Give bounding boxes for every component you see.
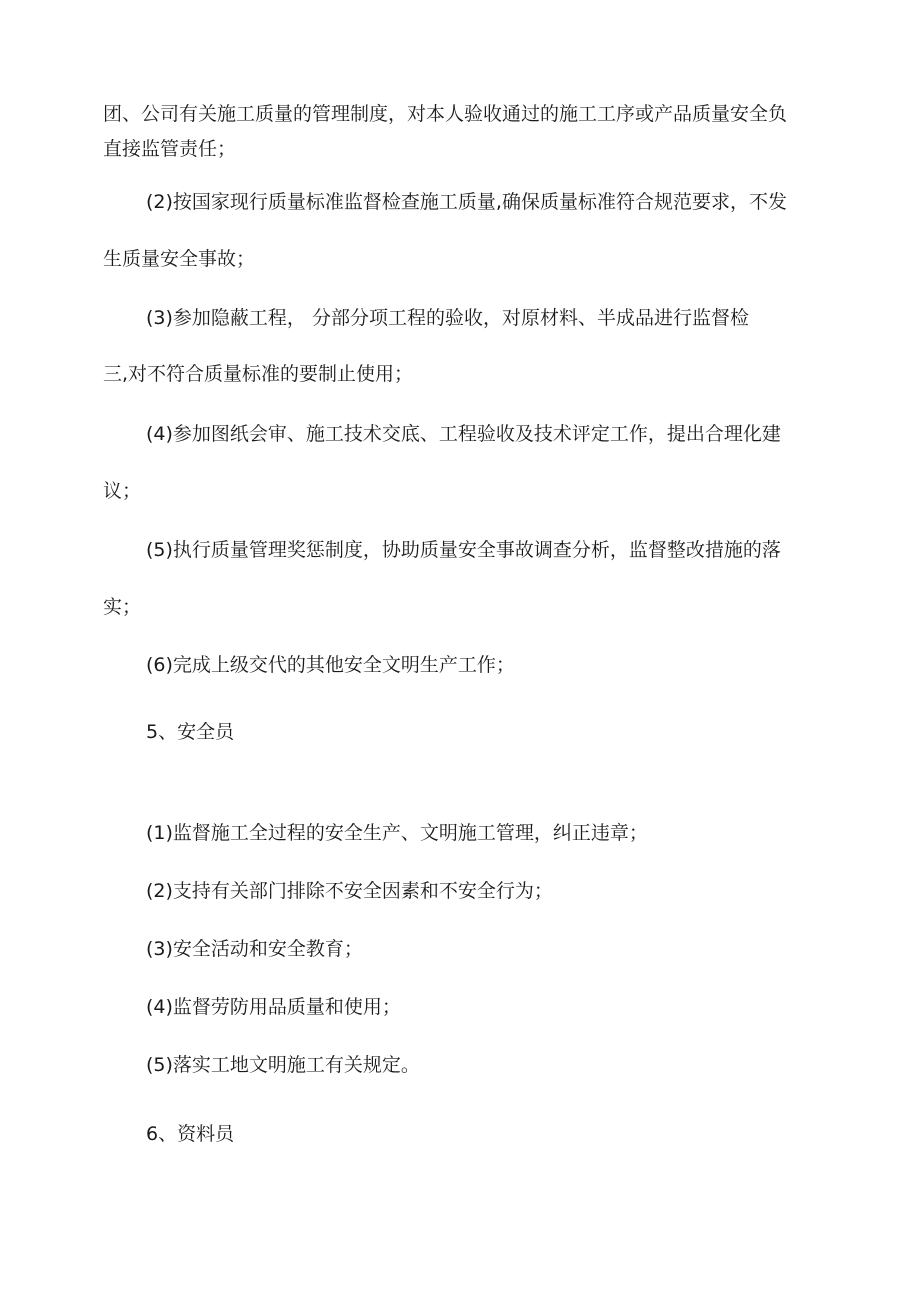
- text-line: (3)参加隐蔽工程， 分部分项工程的验收，对原材料、半成品进行监督检: [146, 307, 749, 329]
- text-line: (4)监督劳防用品质量和使用；: [146, 996, 401, 1018]
- section-heading: 5、安全员: [146, 721, 235, 743]
- text-line: (2)按国家现行质量标准监督检查施工质量,确保质量标准符合规范要求，不发: [146, 191, 787, 213]
- text-line: 生质量安全事故；: [103, 248, 256, 270]
- text-line: (1)监督施工全过程的安全生产、文明施工管理，纠正违章；: [146, 822, 648, 844]
- text-line: (5)执行质量管理奖惩制度，协助质量安全事故调查分析，监督整改措施的落: [146, 539, 781, 561]
- text-line: 实；: [103, 596, 142, 618]
- text-line: (2)支持有关部门排除不安全因素和不安全行为；: [146, 880, 553, 902]
- text-line: 议；: [103, 480, 142, 502]
- text-line: 团、公司有关施工质量的管理制度，对本人验收通过的施工工序或产品质量安全负: [103, 103, 788, 125]
- text-line: (3)安全活动和安全教育；: [146, 938, 363, 960]
- text-line: 三,对不符合质量标准的要制止使用；: [103, 363, 414, 385]
- text-line: 直接监管责任；: [103, 138, 237, 160]
- section-heading: 6、资料员: [146, 1123, 235, 1145]
- text-line: (5)落实工地文明施工有关规定。: [146, 1054, 420, 1076]
- text-line: (6)完成上级交代的其他安全文明生产工作；: [146, 654, 515, 676]
- text-line: (4)参加图纸会审、施工技术交底、工程验收及技术评定工作，提出合理化建: [146, 423, 781, 445]
